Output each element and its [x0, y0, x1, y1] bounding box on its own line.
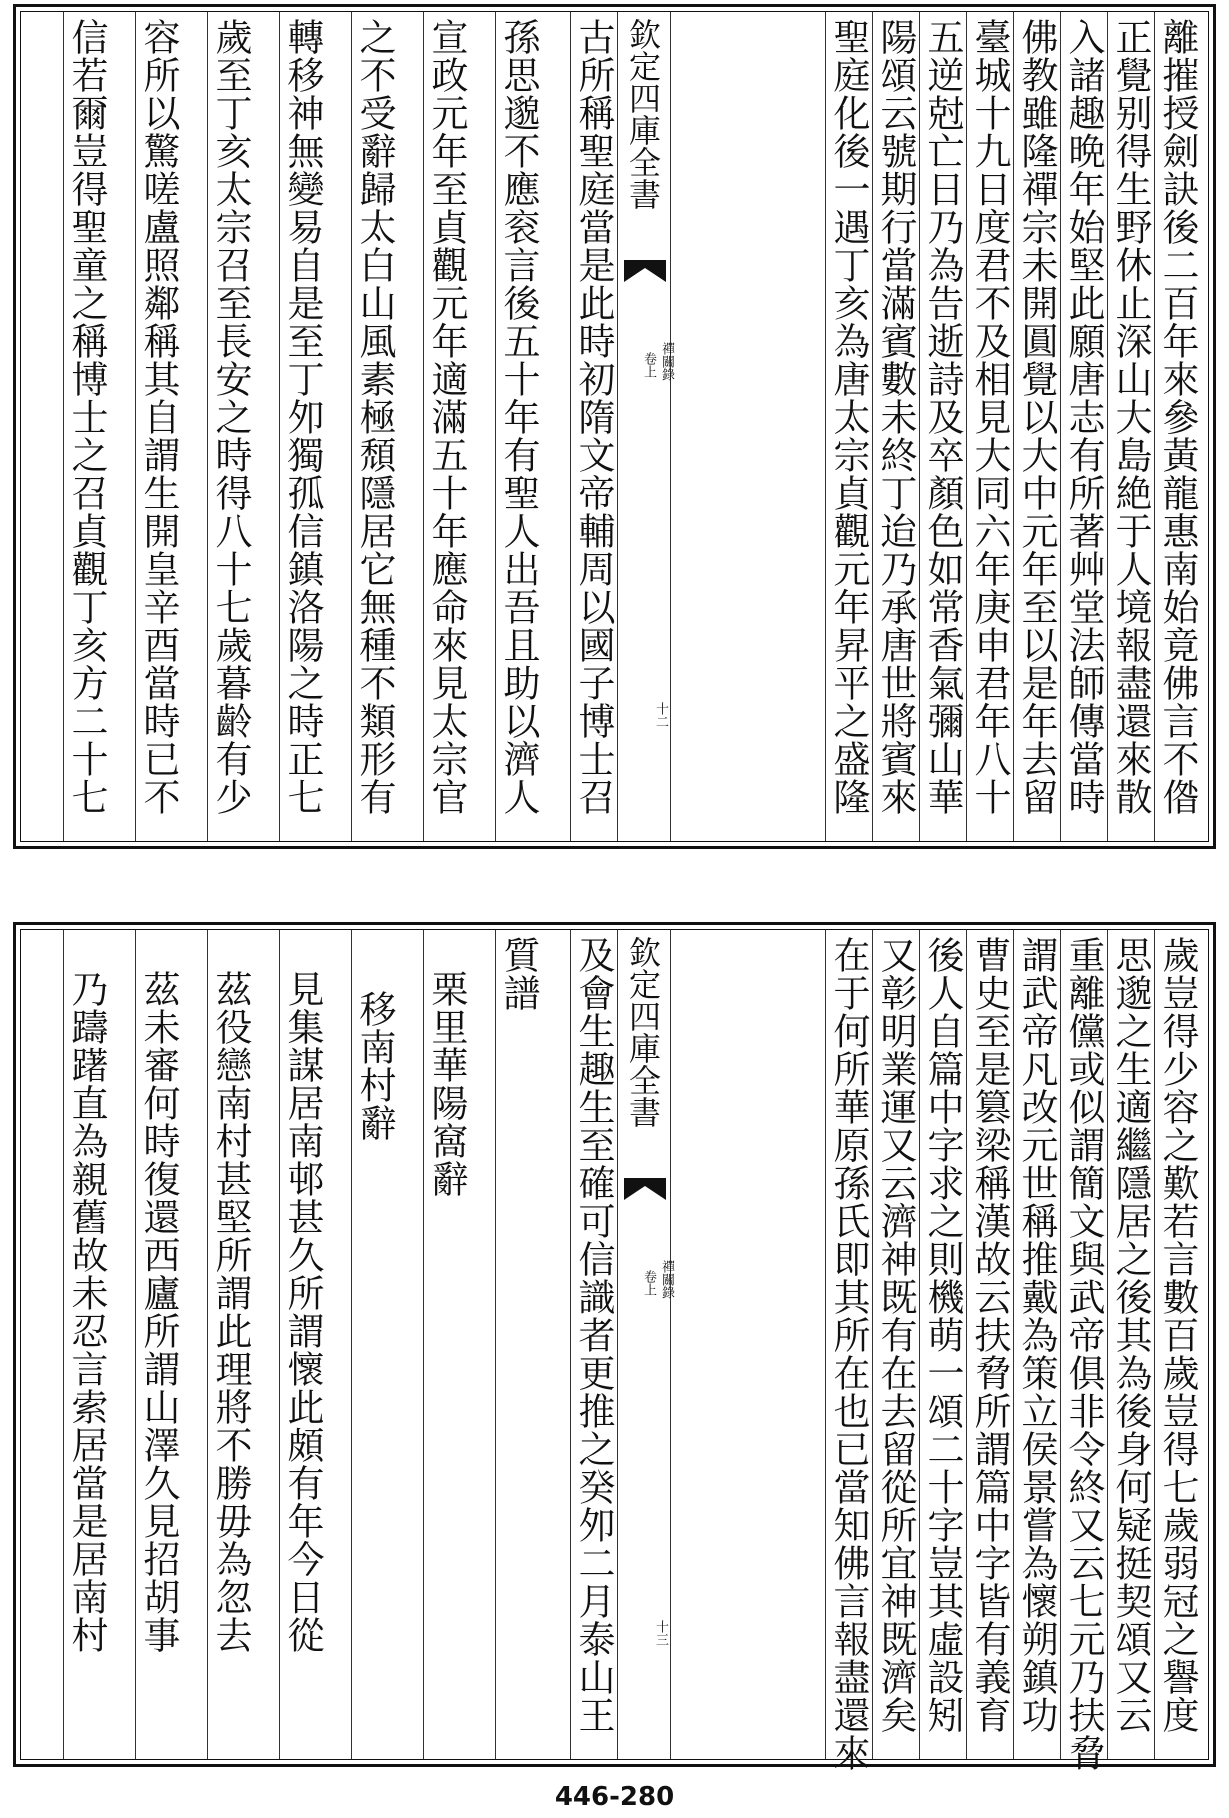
text-column: 轉移神無變易自是至丁夘獨孤信鎮洛陽之時正七: [279, 12, 326, 841]
text-column: 思邈之生適繼隱居之後其為後身何疑挺契頌又云: [1107, 930, 1154, 1759]
page-number: 十二: [653, 702, 668, 728]
text-column: 入諸趣晩年始堅此願唐志有所著艸堂法師傳當時: [1060, 12, 1107, 841]
page-number: 十三: [653, 1620, 668, 1646]
text-column: 佛教雖隆禪宗未開圓覺以大中元年至以是年去留: [1013, 12, 1060, 841]
volume-label: 卷上: [641, 352, 656, 378]
text-column: 歲豈得少容之歎若言數百歲豈得七歲弱冠之譽度: [1154, 930, 1201, 1759]
text-column: 聖庭化後一遇丁亥為唐太宗貞觀元年昇平之盛隆: [825, 12, 872, 841]
text-column: 正覺别得生野休止深山大島絶于人境報盡還來散: [1107, 12, 1154, 841]
text-column: 質譜: [495, 930, 542, 1759]
book-header: 欽定四庫全書: [624, 18, 662, 210]
text-column: 見集謀居南邨甚久所謂懷此頗有年今日從: [279, 930, 326, 1759]
book-header: 欽定四庫全書: [624, 936, 662, 1128]
text-column: 容所以驚嗟盧照鄰稱其自謂生開皇辛酉當時已不: [135, 12, 182, 841]
text-column: 離摧授劍訣後二百年來參黃龍惠南始竟佛言不偺: [1154, 12, 1201, 841]
center-fold: [617, 930, 674, 1759]
text-column: 茲未審何時復還西廬所謂山澤久見招胡事: [135, 930, 182, 1759]
text-column: 陽頌云號期行當滿賓數未終丁迨乃承唐世將賓來: [872, 12, 919, 841]
center-fold: [617, 12, 674, 841]
book-title: 禪關錄: [659, 342, 674, 381]
top-page-frame: [20, 11, 1209, 842]
top-page: [13, 4, 1216, 849]
text-column: 孫思邈不應衮言後五十年有聖人出吾且助以濟人: [495, 12, 542, 841]
text-column: 歲至丁亥太宗召至長安之時得八十七歲暮齡有少: [207, 12, 254, 841]
bottom-page-frame: [20, 929, 1209, 1772]
text-column: 又彰明業運又云濟神既有在去留從所宜神既濟矣: [872, 930, 919, 1759]
text-column: 曹史至是篡梁稱漢故云扶脅所謂篇中字皆有義育: [966, 930, 1013, 1759]
text-column: 栗里華陽窩辭: [423, 930, 470, 1759]
text-column: 及會生趣生至確可信識者更推之癸夘二月泰山王: [570, 930, 617, 1759]
text-column: 在于何所華原孫氏即其所在也已當知佛言報盡還來: [825, 930, 872, 1759]
text-column: 重離儻或似謂簡文與武帝俱非令終又云七元乃扶脅: [1060, 930, 1107, 1759]
archive-page-number: 446-280: [554, 1782, 675, 1812]
bottom-page: [13, 922, 1216, 1772]
text-column: 信若爾豈得聖童之稱博士之召貞觀丁亥方二十七: [63, 12, 110, 841]
text-column: 古所稱聖庭當是此時初隋文帝輔周以國子博士召: [570, 12, 617, 841]
fish-tail-mark-icon: [624, 1178, 666, 1200]
text-column: 之不受辭歸太白山風素極頹隱居它無種不類形有: [351, 12, 398, 841]
text-column: 後人自篇中字求之則機萌一頌二十字豈其虛設矧: [919, 930, 966, 1759]
book-title: 禪關錄: [659, 1260, 674, 1299]
text-column: 移南村辭: [351, 930, 398, 1759]
text-column: 臺城十九日度君不及相見大同六年庚申君年八十: [966, 12, 1013, 841]
text-column: 五逆尅亡日乃為告逝詩及卒顏色如常香氣彌山華: [919, 12, 966, 841]
text-column: 茲役戀南村甚堅所謂此理將不勝毋為忽去: [207, 930, 254, 1759]
volume-label: 卷上: [641, 1270, 656, 1296]
text-column: 謂武帝凡改元世稱推戴為策立侯景嘗為懷朔鎮功: [1013, 930, 1060, 1759]
text-column: 乃躊躇直為親舊故未忍言索居當是居南村: [63, 930, 110, 1759]
fish-tail-mark-icon: [624, 260, 666, 282]
text-column: 宣政元年至貞觀元年適滿五十年應命來見太宗官: [423, 12, 470, 841]
